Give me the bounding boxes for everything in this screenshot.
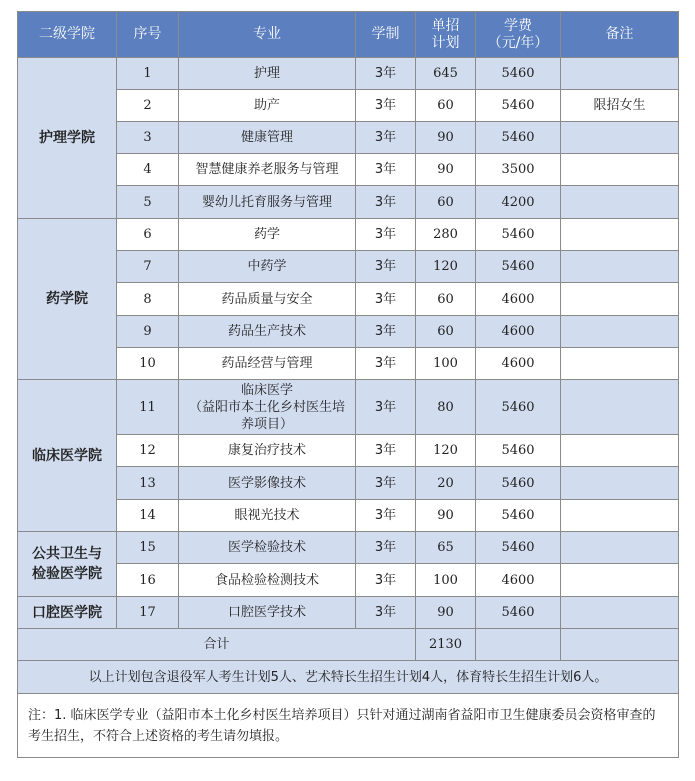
plan-cell: 90 [416, 500, 476, 532]
remark-cell [561, 380, 679, 435]
header-plan-line2: 计划 [431, 34, 460, 51]
plan-cell: 100 [416, 564, 476, 597]
table-row [18, 500, 679, 532]
summary-row [18, 661, 679, 694]
fee-cell: 4600 [476, 283, 561, 316]
table-row [18, 597, 679, 629]
header-row [18, 12, 679, 58]
total-remark-empty [561, 629, 679, 661]
remark-cell [561, 597, 679, 629]
table-row [18, 316, 679, 348]
fee-cell: 5460 [476, 380, 561, 435]
header-college: 二级学院 [18, 12, 117, 58]
remark-cell [561, 316, 679, 348]
fee-cell: 5460 [476, 219, 561, 251]
seq-cell: 17 [117, 597, 179, 629]
length-cell: 3年 [356, 251, 416, 283]
remark-cell [561, 348, 679, 380]
length-cell: 3年 [356, 219, 416, 251]
length-cell: 3年 [356, 564, 416, 597]
length-cell: 3年 [356, 316, 416, 348]
plan-cell: 100 [416, 348, 476, 380]
table-row [18, 435, 679, 467]
remark-cell [561, 500, 679, 532]
remark-cell [561, 58, 679, 90]
fee-cell: 5460 [476, 251, 561, 283]
major-cell: 眼视光技术 [179, 500, 356, 532]
major-cell: 食品检验检测技术 [179, 564, 356, 597]
seq-cell: 11 [117, 380, 179, 435]
table-row [18, 90, 679, 122]
length-cell: 3年 [356, 380, 416, 435]
seq-cell: 3 [117, 122, 179, 154]
note-text: 注：1. 临床医学专业（益阳市本土化乡村医生培养项目）只针对通过湖南省益阳市卫生健康委员会资格审查的考生招生，不符合上述资格的考生请勿填报。 [18, 694, 679, 758]
length-cell: 3年 [356, 90, 416, 122]
plan-cell: 90 [416, 154, 476, 186]
college-cell: 药学院 [18, 219, 117, 380]
seq-cell: 9 [117, 316, 179, 348]
remark-cell [561, 532, 679, 564]
total-label: 合计 [18, 629, 416, 661]
plan-cell: 60 [416, 283, 476, 316]
college-cell: 临床医学院 [18, 380, 117, 532]
fee-cell: 5460 [476, 90, 561, 122]
total-row [18, 629, 679, 661]
major-cell: 药品经营与管理 [179, 348, 356, 380]
plan-cell: 65 [416, 532, 476, 564]
major-cell: 临床医学 （益阳市本土化乡村医生培 养项目） [179, 380, 356, 435]
header-plan-line1: 单招 [431, 17, 460, 34]
length-cell: 3年 [356, 58, 416, 90]
header-remark: 备注 [561, 12, 679, 58]
length-cell: 3年 [356, 435, 416, 467]
seq-cell: 10 [117, 348, 179, 380]
seq-cell: 4 [117, 154, 179, 186]
seq-cell: 12 [117, 435, 179, 467]
total-fee-empty [476, 629, 561, 661]
remark-cell [561, 219, 679, 251]
fee-cell: 5460 [476, 597, 561, 629]
length-cell: 3年 [356, 283, 416, 316]
table-row [18, 380, 679, 435]
major-cell: 婴幼儿托育服务与管理 [179, 186, 356, 219]
fee-cell: 4200 [476, 186, 561, 219]
header-major: 专业 [179, 12, 356, 58]
major-cell: 助产 [179, 90, 356, 122]
table-row [18, 348, 679, 380]
seq-cell: 8 [117, 283, 179, 316]
plan-cell: 120 [416, 435, 476, 467]
header-fee-line1: 学费 [504, 17, 532, 34]
major-cell: 智慧健康养老服务与管理 [179, 154, 356, 186]
header-length: 学制 [356, 12, 416, 58]
fee-cell: 5460 [476, 532, 561, 564]
seq-cell: 2 [117, 90, 179, 122]
remark-cell [561, 467, 679, 500]
length-cell: 3年 [356, 122, 416, 154]
remark-cell: 限招女生 [561, 90, 679, 122]
table-body [18, 58, 679, 758]
seq-cell: 14 [117, 500, 179, 532]
plan-cell: 20 [416, 467, 476, 500]
seq-cell: 13 [117, 467, 179, 500]
header-fee-line2: （元/年） [487, 34, 549, 51]
fee-cell: 5460 [476, 467, 561, 500]
major-cell: 健康管理 [179, 122, 356, 154]
length-cell: 3年 [356, 500, 416, 532]
enrollment-plan-table-wrapper [17, 11, 678, 758]
fee-cell: 5460 [476, 58, 561, 90]
seq-cell: 16 [117, 564, 179, 597]
length-cell: 3年 [356, 186, 416, 219]
table-row [18, 186, 679, 219]
length-cell: 3年 [356, 597, 416, 629]
plan-cell: 645 [416, 58, 476, 90]
header-seq: 序号 [117, 12, 179, 58]
plan-cell: 60 [416, 90, 476, 122]
college-cell: 护理学院 [18, 58, 117, 219]
major-cell: 药品生产技术 [179, 316, 356, 348]
remark-cell [561, 283, 679, 316]
length-cell: 3年 [356, 154, 416, 186]
remark-cell [561, 251, 679, 283]
seq-cell: 15 [117, 532, 179, 564]
fee-cell: 5460 [476, 435, 561, 467]
table-row [18, 532, 679, 564]
fee-cell: 3500 [476, 154, 561, 186]
college-cell: 公共卫生与 检验医学院 [18, 532, 117, 597]
major-cell: 护理 [179, 58, 356, 90]
length-cell: 3年 [356, 467, 416, 500]
header-plan [416, 12, 476, 58]
table-row [18, 219, 679, 251]
major-cell: 医学检验技术 [179, 532, 356, 564]
remark-cell [561, 564, 679, 597]
plan-cell: 60 [416, 186, 476, 219]
plan-cell: 90 [416, 597, 476, 629]
length-cell: 3年 [356, 348, 416, 380]
seq-cell: 6 [117, 219, 179, 251]
fee-cell: 4600 [476, 564, 561, 597]
major-cell: 药品质量与安全 [179, 283, 356, 316]
header-fee [476, 12, 561, 58]
fee-cell: 4600 [476, 316, 561, 348]
major-cell: 医学影像技术 [179, 467, 356, 500]
major-cell: 口腔医学技术 [179, 597, 356, 629]
major-cell: 康复治疗技术 [179, 435, 356, 467]
remark-cell [561, 122, 679, 154]
remark-cell [561, 154, 679, 186]
college-cell: 口腔医学院 [18, 597, 117, 629]
table-row [18, 564, 679, 597]
fee-cell: 5460 [476, 500, 561, 532]
table-row [18, 58, 679, 90]
total-plan: 2130 [416, 629, 476, 661]
seq-cell: 1 [117, 58, 179, 90]
major-cell: 药学 [179, 219, 356, 251]
table-row [18, 122, 679, 154]
summary-text: 以上计划包含退役军人考生计划5人、艺术特长生招生计划4人，体育特长生招生计划6人。 [18, 661, 679, 694]
seq-cell: 7 [117, 251, 179, 283]
plan-cell: 280 [416, 219, 476, 251]
plan-cell: 80 [416, 380, 476, 435]
remark-cell [561, 186, 679, 219]
seq-cell: 5 [117, 186, 179, 219]
major-cell: 中药学 [179, 251, 356, 283]
note-row [18, 694, 679, 758]
fee-cell: 4600 [476, 348, 561, 380]
enrollment-plan-table [17, 11, 679, 758]
length-cell: 3年 [356, 532, 416, 564]
remark-cell [561, 435, 679, 467]
table-row [18, 467, 679, 500]
table-row [18, 154, 679, 186]
table-row [18, 251, 679, 283]
fee-cell: 5460 [476, 122, 561, 154]
table-row [18, 283, 679, 316]
plan-cell: 60 [416, 316, 476, 348]
plan-cell: 120 [416, 251, 476, 283]
plan-cell: 90 [416, 122, 476, 154]
